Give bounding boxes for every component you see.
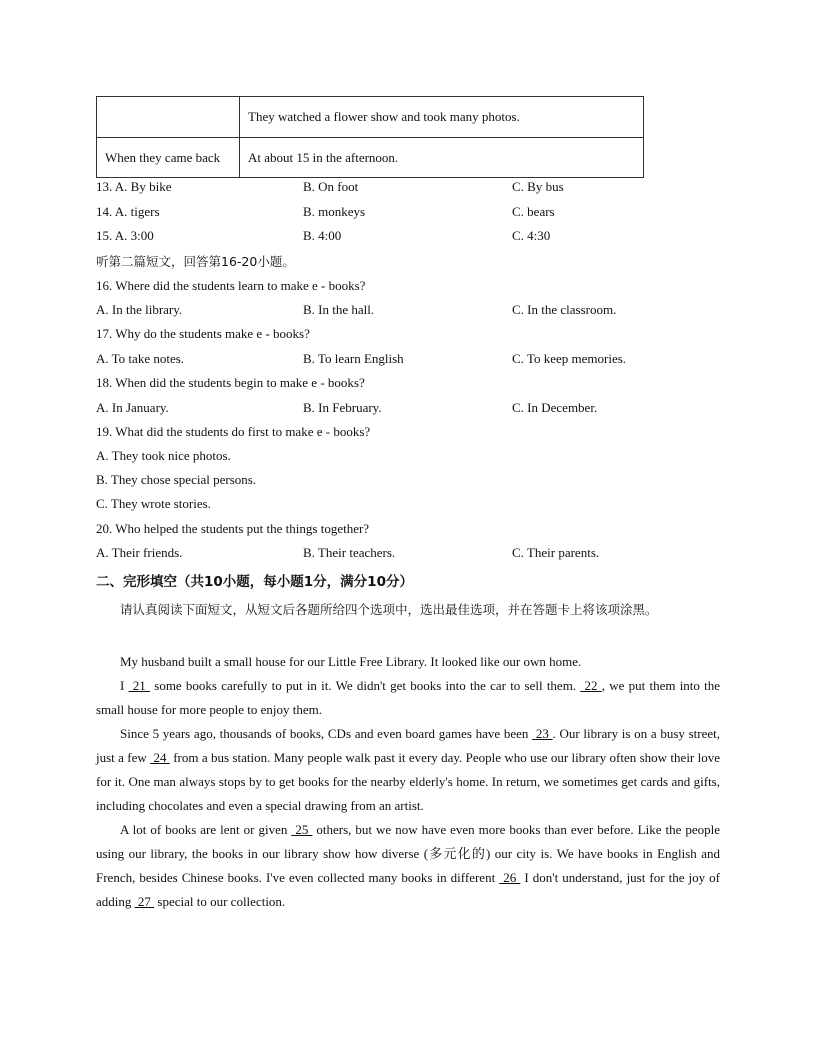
option-a[interactable]: 13. A. By bike (96, 179, 172, 194)
table-row (97, 138, 644, 178)
question-18-stem: 18. When did the students begin to make e - books? (96, 375, 365, 390)
text: I don't understand, just for the joy of adding (96, 870, 720, 909)
table-cell-label (97, 97, 240, 138)
option-b[interactable]: B. In February. (303, 400, 382, 415)
text: , we put them into the small house for more people to enjoy them. (96, 678, 721, 717)
option-b[interactable]: B. To learn English (303, 351, 404, 366)
table-cell-label: When they came back (97, 138, 240, 178)
option-c[interactable]: C. In December. (512, 400, 598, 415)
question-17-stem: 17. Why do the students make e - books? (96, 326, 310, 341)
option-c[interactable]: C. bears (512, 204, 555, 219)
option-a[interactable]: A. In the library. (96, 302, 183, 317)
option-c[interactable]: C. In the classroom. (512, 302, 617, 317)
text: Since 5 years ago, thousands of books, CDs and even board games have been (120, 726, 533, 741)
text: others, but we now have even more books than ever before. Like the people using our library, the books in our library show how diverse (多元化的) our city is. We have books in English and French, besides Chinese books. I've even collected many books in different (96, 822, 721, 885)
option-c[interactable]: C. They wrote stories. (96, 496, 211, 511)
table-cell-value: They watched a flower show and took many photos. (240, 97, 644, 138)
question-20-stem: 20. Who helped the students put the things together? (96, 521, 370, 536)
blank-27: 27 (134, 894, 155, 909)
table-row (97, 97, 644, 138)
option-c[interactable]: C. To keep memories. (512, 351, 627, 366)
option-b[interactable]: B. Their teachers. (303, 545, 396, 560)
blank-21: 21 (128, 678, 151, 693)
option-a[interactable]: A. Their friends. (96, 545, 183, 560)
option-a[interactable]: A. In January. (96, 400, 169, 415)
blank-25: 25 (291, 822, 313, 837)
option-a[interactable]: 14. A. tigers (96, 204, 160, 219)
option-a[interactable]: 15. A. 3:00 (96, 228, 154, 243)
blank-24: 24 (150, 750, 170, 765)
table-cell-value: At about 15 in the afternoon. (240, 138, 644, 178)
blank-22: 22 (580, 678, 602, 693)
option-b[interactable]: B. In the hall. (303, 302, 375, 317)
text: some books carefully to put in it. We didn't get books into the car to sell them. (150, 678, 581, 693)
option-c[interactable]: C. Their parents. (512, 545, 600, 560)
paragraph-1: My husband built a small house for our Little Free Library. It looked like our own home. (120, 654, 582, 669)
option-a[interactable]: A. They took nice photos. (96, 448, 231, 463)
section-instruction: 请认真阅读下面短文，从短文后各题所给四个选项中，选出最佳选项，并在答题卡上将该项涂黑。 (120, 602, 658, 617)
option-c[interactable]: C. By bus (512, 179, 564, 194)
passage (96, 650, 720, 914)
text: A lot of books are lent or given (120, 822, 292, 837)
option-c[interactable]: C. 4:30 (512, 228, 551, 243)
text: special to our collection. (154, 894, 286, 909)
section-title: 二、完形填空（共10小题，每小题1分，满分10分） (96, 574, 413, 590)
paragraph-4 (96, 818, 720, 914)
question-19-stem: 19. What did the students do first to make e - books? (96, 424, 371, 439)
blank-26: 26 (499, 870, 521, 885)
option-b[interactable]: B. monkeys (303, 204, 366, 219)
paragraph-2 (96, 674, 720, 722)
text: from a bus station. Many people walk past it every day. People who use our library often show their love for it. One man always stops by to get books for the nearby elderly's home. In return, we sometimes get cards and gifts, including chocolates and even a special drawing from an artist. (96, 750, 721, 813)
info-table (96, 96, 644, 178)
option-b[interactable]: B. 4:00 (303, 228, 342, 243)
paragraph-3 (96, 722, 720, 818)
listening-intro: 听第二篇短文，回答第16-20小题。 (96, 254, 295, 269)
text: . Our library is on a busy street, just a few (96, 726, 720, 765)
text: I (120, 678, 129, 693)
question-16-stem: 16. Where did the students learn to make e - books? (96, 278, 366, 293)
option-a[interactable]: A. To take notes. (96, 351, 185, 366)
option-b[interactable]: B. On foot (303, 179, 359, 194)
blank-23: 23 (532, 726, 553, 741)
option-b[interactable]: B. They chose special persons. (96, 472, 257, 487)
